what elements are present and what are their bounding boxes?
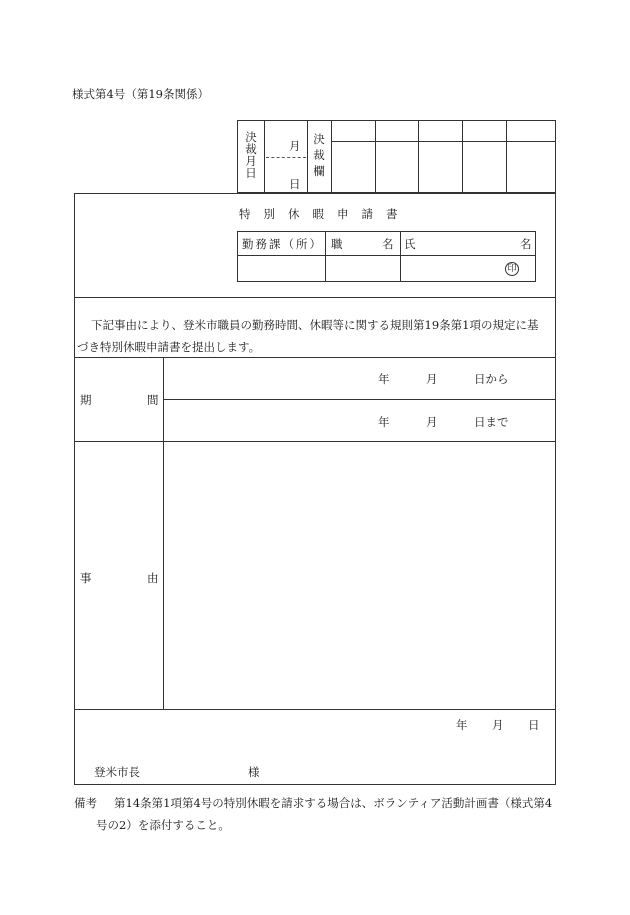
statement-line-1: 下記事由により、登米市職員の勤務時間、休暇等に関する規則第19条第1項の規定に基 (91, 318, 539, 332)
approval-day: 日 (289, 177, 301, 191)
form-number: 様式第4号（第19条関係） (72, 87, 209, 101)
period-to-day: 日まで (474, 415, 509, 429)
date-month: 月 (492, 718, 504, 732)
period-from-year: 年 (378, 372, 390, 386)
reason-field[interactable] (164, 442, 555, 708)
position-header-left: 職 (331, 237, 343, 251)
note-line-2: 号の2）を添付すること。 (96, 818, 230, 832)
form-title: 特 別 休 暇 申 請 書 (239, 207, 398, 221)
name-field[interactable] (401, 256, 501, 281)
addressee-honorific: 様 (248, 765, 260, 779)
approval-month: 月 (289, 139, 301, 153)
note-label: 備考 (74, 796, 97, 810)
statement-line-2: づき特別休暇申請書を提出します。 (77, 340, 261, 354)
period-from-day: 日から (474, 372, 509, 386)
period-label-right: 間 (147, 393, 159, 407)
period-to-year: 年 (378, 415, 390, 429)
reason-label-left: 事 (80, 571, 92, 585)
department-field[interactable] (238, 256, 324, 281)
period-to-month: 月 (426, 415, 438, 429)
note-line-1: 第14条第1項第4号の特別休暇を請求する場合は、ボランティア活動計画書（様式第4 (114, 796, 553, 810)
approval-date-label: 決 裁 月 日 (245, 130, 257, 180)
period-label-left: 期 (80, 393, 92, 407)
department-header: 勤務課（所） (242, 237, 323, 251)
name-header-right: 名 (520, 237, 532, 251)
date-day: 日 (528, 718, 540, 732)
reason-label-right: 由 (147, 571, 159, 585)
period-from-month: 月 (426, 372, 438, 386)
approval-column-label: 決 裁 欄 (313, 132, 325, 178)
date-year: 年 (456, 718, 468, 732)
position-field[interactable] (326, 256, 399, 281)
addressee-name: 登米市長 (94, 765, 140, 779)
name-header-left: 氏 (404, 237, 416, 251)
seal-mark: 印 (505, 262, 519, 276)
position-header-right: 名 (382, 237, 394, 251)
